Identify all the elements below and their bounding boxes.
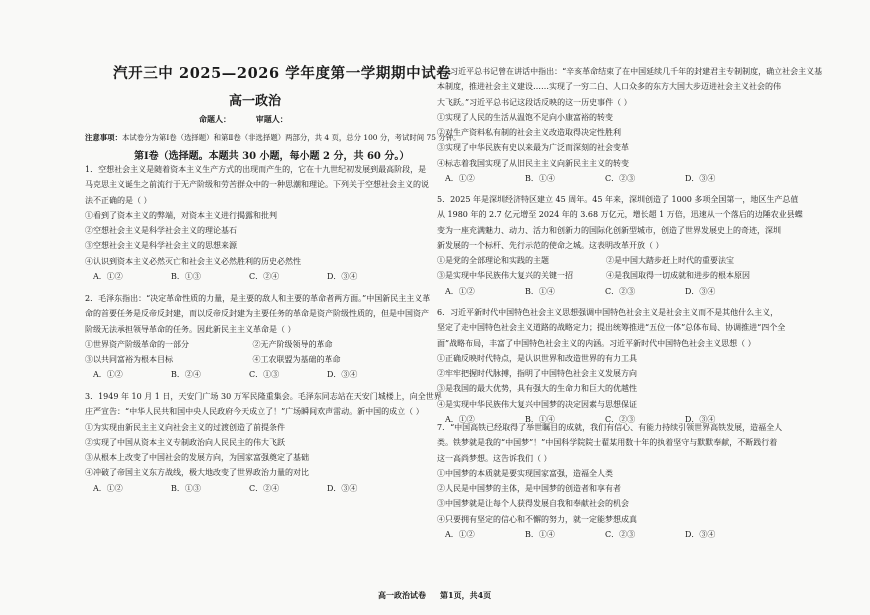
answer-options	[437, 171, 775, 186]
answer-option[interactable]: B．①③	[171, 272, 201, 282]
statement-item: ③从根本上改变了中国社会的发展方向，为国家富强奠定了基础	[85, 453, 309, 463]
question-block	[85, 291, 431, 383]
answer-option[interactable]: A．①②	[445, 530, 475, 540]
answer-option[interactable]: D．③④	[685, 286, 716, 296]
answer-options	[85, 481, 420, 496]
answer-option[interactable]: D．③④	[685, 415, 716, 425]
question-block	[437, 64, 823, 186]
statement-item: ①实现了人民的生活从温饱不足向小康富裕的转变	[437, 112, 613, 122]
statement-row	[85, 352, 420, 367]
statement-item: ③是我国的最大优势，具有强大的生命力和巨大的优越性	[437, 384, 637, 394]
statement-item: ④是我国取得一切成就和进步的根本原因	[606, 271, 750, 281]
question-stem-line: 本制度，推进社会主义建设……实现了一穷二白、人口众多的东方大国大步迈进社会主义社会的伟	[437, 82, 781, 92]
answer-option[interactable]: D．③④	[327, 272, 358, 282]
statement-item: ④工农联盟为基础的革命	[252, 355, 341, 365]
answer-option[interactable]: A．①②	[445, 174, 475, 184]
question-block	[85, 162, 429, 284]
answer-option[interactable]: C．②③	[605, 415, 636, 425]
exam-subject: 高一政治	[229, 94, 282, 109]
answer-option[interactable]: B．①④	[525, 530, 555, 540]
statement-item: ③是实现中华民族伟大复兴的关键一招	[437, 271, 573, 281]
statement-item: ④只要拥有坚定的信心和不懈的努力，就一定能梦想成真	[437, 514, 637, 524]
question-block	[437, 192, 803, 299]
answer-option[interactable]: B．①④	[525, 415, 555, 425]
question-stem-line: 2．毛泽东指出：“决定革命性质的力量，是主要的敌人和主要的革命者两方面。”中国新民主主义革	[85, 294, 431, 303]
statement-item: ③空想社会主义是科学社会主义的思想来源	[85, 241, 237, 251]
question-stem-line: 马克思主义诞生之前流行于无产阶级和劳苦群众中的一种思潮和理论。下列关于空想社会主义的说	[85, 180, 429, 190]
question-stem-line: 1．空想社会主义是随着资本主义生产方式的出现而产生的，它在十九世纪初发展到最高阶段，是	[85, 165, 427, 174]
exam-notice	[85, 132, 460, 143]
question-stem-line: 6．习近平新时代中国特色社会主义思想强调中国特色社会主义是社会主义而不是其他什么主义，	[437, 308, 779, 317]
question-stem-line: 法不正确的是（ ）	[85, 195, 152, 205]
statement-item: ②无产阶级领导的革命	[252, 339, 333, 349]
question-stem-line: 坚定了走中国特色社会主义道路的战略定力；提出统筹推进“五位一体”总体布局、协调推进“四个全	[437, 323, 786, 333]
question-stem-line: 阶级无法承担领导革命的任务。因此新民主主义革命是（ ）	[85, 324, 296, 334]
answer-option[interactable]: B．②④	[171, 370, 201, 380]
statement-item: ③中国梦就是让每个人获得发展自我和奉献社会的机会	[437, 499, 629, 509]
answer-option[interactable]: D．③④	[685, 174, 716, 184]
footer-course: 高一政治试卷	[378, 590, 426, 600]
statement-row	[85, 337, 420, 352]
answer-option[interactable]: B．①④	[525, 286, 555, 296]
statement-item: ②人民是中国梦的主体，是中国梦的创造者和享有者	[437, 484, 621, 494]
question-stem-line: 4．习近平总书记曾在讲话中指出：“辛亥革命结束了在中国延续几千年的封建君主专制制度，确立社会主义基	[437, 67, 823, 76]
answer-option[interactable]: B．①④	[525, 174, 555, 184]
answer-option[interactable]: D．③④	[685, 530, 716, 540]
statement-item: ①世界资产阶级革命的一部分	[85, 339, 189, 349]
answer-option[interactable]: C．②③	[605, 286, 636, 296]
statement-item: ②实现了中国从资本主义专制政治向人民民主的伟大飞跃	[85, 437, 285, 447]
question-block	[437, 305, 786, 427]
question-stem-line: 庄严宣告：“中华人民共和国中央人民政府今天成立了！”广场瞬间欢声雷动。新中国的成立（ ）	[85, 407, 424, 417]
answer-option[interactable]: A．①②	[445, 415, 475, 425]
answer-option[interactable]: A．①②	[93, 483, 123, 493]
answer-option[interactable]: B．①③	[171, 483, 201, 493]
statement-item: ④认识到资本主义必然灭亡和社会主义必然胜利的历史必然性	[85, 256, 301, 266]
question-block	[85, 389, 442, 496]
question-stem-line: 3．1949 年 10 月 1 日，天安门广场 30 万军民隆重集会。毛泽东同志站在天安门城楼上，向全世界	[85, 392, 442, 401]
answer-options	[437, 527, 775, 542]
statement-item: ②对生产资料私有制的社会主义改造取得决定性胜利	[437, 128, 621, 138]
statement-item: ②是中国大踏步赶上时代的重要法宝	[606, 256, 734, 266]
answer-option[interactable]: A．①②	[93, 272, 123, 282]
statement-item: ①为实现由新民主主义向社会主义的过渡创造了前提条件	[85, 422, 285, 432]
notice-text: 本试卷分为第Ⅰ卷（选择题）和第Ⅱ卷（非选择题）两部分，共 4 页，总分 100 分，考试时间 75 分钟。	[121, 133, 461, 142]
page-footer	[378, 590, 491, 601]
answer-option[interactable]: A．①②	[93, 370, 123, 380]
question-stem-line: 这一高尚梦想。这告诉我们（ ）	[437, 453, 552, 463]
statement-item: ③以共同富裕为根本目标	[85, 355, 173, 365]
statement-item: ④是实现中华民族伟大复兴中国梦的决定因素与思想保证	[437, 399, 637, 409]
question-stem-line: 类。铁梦就是我的“中国梦”！”中国科学院院士翟某用数十年的执着坚守与默默奉献，不断践行着	[437, 438, 778, 448]
question-stem-line: 5．2025 年是深圳经济特区建立 45 周年。45 年来，深圳创造了 1000 多项全国第一，地区生产总值	[437, 195, 799, 204]
question-stem-line: 大飞跃。”习近平总书记这段话反映的这一历史事件（ ）	[437, 97, 632, 107]
statement-item: ①正确反映时代特点，是认识世界和改造世界的有力工具	[437, 353, 637, 363]
statement-row	[437, 268, 775, 283]
exam-title: 汽开三中 2025—2026 学年度第一学期期中试卷	[113, 65, 452, 82]
exam-authors	[199, 114, 310, 125]
statement-item: ①中国梦的本质就是要实现国家富强，造福全人类	[437, 468, 613, 478]
statement-item: ①是党的全部理论和实践的主题	[437, 256, 549, 266]
answer-option[interactable]: C．②④	[249, 272, 280, 282]
statement-item: ③实现了中华民族有史以来最为广泛而深刻的社会变革	[437, 143, 629, 153]
author-label: 命题人：	[199, 114, 231, 124]
answer-option[interactable]: C．②③	[605, 530, 636, 540]
answer-option[interactable]: D．③④	[327, 483, 358, 493]
question-stem-line: 变为一座充满魅力、动力、活力和创新力的国际化创新型城市，创造了世界发展史上的奇迹，深圳	[437, 225, 781, 235]
statement-item: ②牢牢把握时代脉搏，指明了中国特色社会主义发展方向	[437, 369, 637, 379]
question-stem-line: 命的首要任务是反帝反封建，而以反帝反封建为主要任务的革命是资产阶级性质的，但是中国资产	[85, 309, 429, 319]
statement-row	[437, 253, 775, 268]
notice-label: 注意事项：	[85, 133, 122, 142]
statement-item: ④冲破了帝国主义东方战线，极大地改变了世界政治力量的对比	[85, 468, 309, 478]
answer-option[interactable]: C．①③	[249, 370, 280, 380]
statement-item: ④标志着我国实现了从旧民主主义向新民主主义的转变	[437, 158, 629, 168]
answer-option[interactable]: A．①②	[445, 286, 475, 296]
question-stem-line: 面”战略布局，丰富了中国特色社会主义的内涵。习近平新时代中国特色社会主义思想（ ）	[437, 338, 756, 348]
reviewer-label: 审题人：	[255, 114, 288, 124]
answer-options	[85, 269, 420, 284]
answer-options	[85, 367, 420, 382]
question-stem-line: 新发展的一个标杆、先行示范的使命之城。这表明改革开放（ ）	[437, 240, 664, 250]
question-stem-line: 7．“中国高铁已经取得了举世瞩目的成就，我们有信心、有能力持续引领世界高铁发展，造福全人	[437, 423, 783, 432]
statement-item: ②空想社会主义是科学社会主义的理论基石	[85, 226, 237, 236]
question-block	[437, 420, 783, 542]
answer-option[interactable]: C．②③	[605, 174, 636, 184]
question-stem-line: 从 1980 年的 2.7 亿元增至 2024 年的 3.68 万亿元，增长超 1 万倍，迅速从一个落后的边陲农业县蝶	[437, 210, 803, 220]
answer-option[interactable]: D．③④	[327, 370, 358, 380]
answer-options	[437, 284, 775, 299]
footer-page: 第1页，共4页	[440, 590, 492, 600]
answer-option[interactable]: C．②④	[249, 483, 280, 493]
statement-item: ①看到了资本主义的弊端，对资本主义进行揭露和批判	[85, 210, 277, 220]
section-heading: 第Ⅰ卷（选择题。本题共 30 小题，每小题 2 分，共 60 分。）	[134, 151, 410, 162]
